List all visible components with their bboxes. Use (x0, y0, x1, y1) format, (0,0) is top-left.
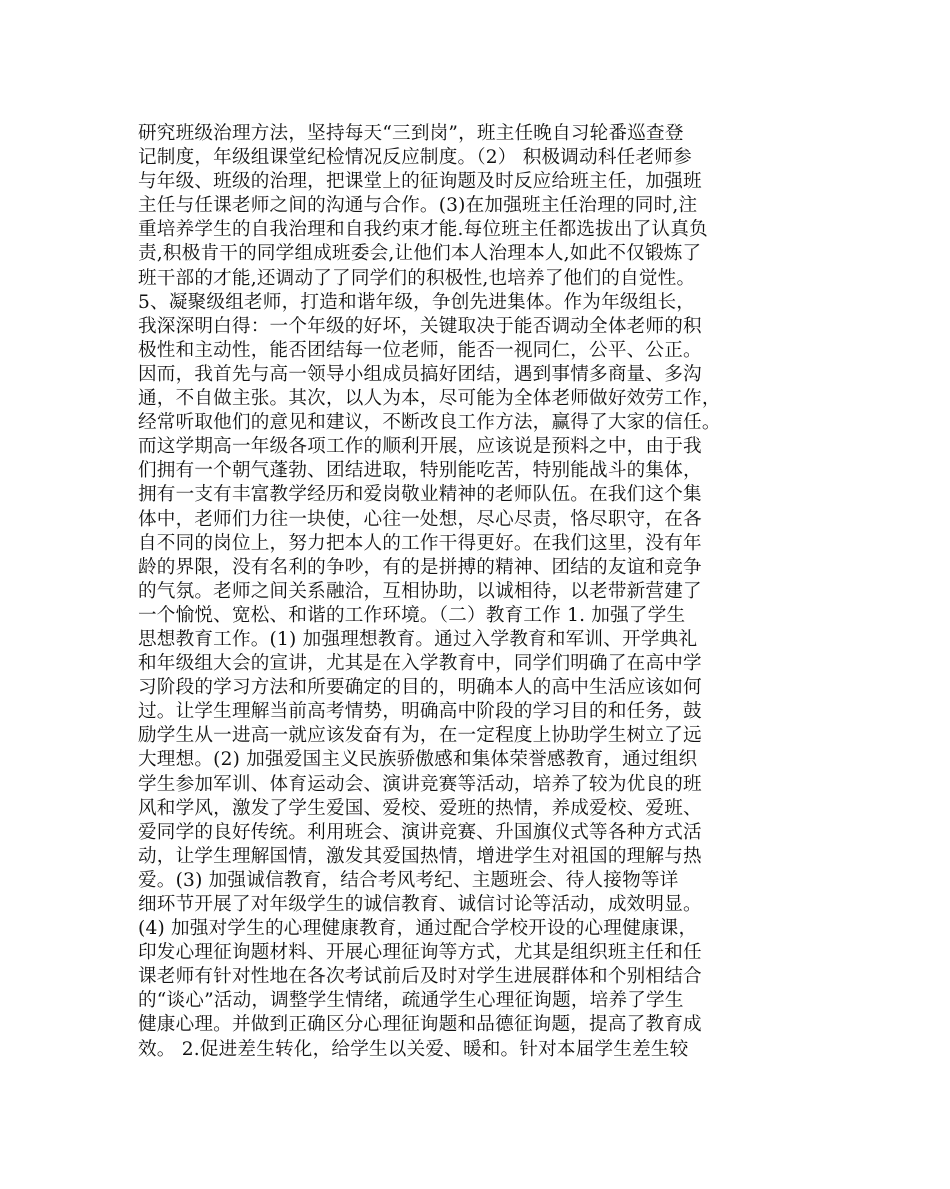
text-line: 励学生从一进高一就应该发奋有为，在一定程度上协助学生树立了远 (138, 725, 702, 747)
text-line: 和年级组大会的宣讲，尤其是在入学教育中，同学们明确了在高中学 (138, 653, 702, 675)
text-line: 的气氛。老师之间关系融洽，互相协助，以诚相待，以老带新营建了 (138, 580, 702, 602)
text-line: 大理想。(2) 加强爱国主义民族骄傲感和集体荣誉感教育，通过组织 (138, 749, 698, 771)
text-line: 体中，老师们力往一块使，心往一处想，尽心尽责，恪尽职守，在各 (138, 508, 702, 530)
text-line: 课老师有针对性地在各次考试前后及时对学生进展群体和个别相结合 (138, 966, 702, 988)
text-line: 因而，我首先与高一领导小组成员搞好团结，遇到事情多商量、多沟 (138, 363, 702, 385)
text-line: (4) 加强对学生的心理健康教育，通过配合学校开设的心理健康课， (138, 918, 698, 940)
text-line: 记制度，年级组课堂纪检情况反应制度。（2） 积极调动科任老师参 (138, 147, 692, 169)
text-line: 经常听取他们的意见和建议，不断改良工作方法，赢得了大家的信任。 (138, 412, 721, 434)
text-line: 们拥有一个朝气蓬勃、团结进取，特别能吃苦，特别能战斗的集体， (138, 460, 702, 482)
text-line: 龄的界限，没有名利的争吵，有的是拼搏的精神、团结的友谊和竞争 (138, 556, 702, 578)
text-line: 爱同学的良好传统。利用班会、演讲竞赛、升国旗仪式等各种方式活 (138, 821, 702, 843)
text-line: 责,积极肯干的同学组成班委会,让他们本人治理本人,如此不仅锻炼了 (138, 243, 702, 265)
text-line: 拥有一支有丰富教学经历和爱岗敬业精神的老师队伍。在我们这个集 (138, 484, 702, 506)
text-line: 的“谈心”活动，调整学生情绪，疏通学生心理征询题，培养了学生 (138, 990, 684, 1012)
text-line: 健康心理。并做到正确区分心理征询题和品德征询题，提高了教育成 (138, 1014, 702, 1036)
text-line: 自不同的岗位上，努力把本人的工作干得更好。在我们这里，没有年 (138, 532, 702, 554)
text-line: 细环节开展了对年级学生的诚信教育、诚信讨论等活动，成效明显。 (138, 894, 702, 915)
text-line: 思想教育工作。(1) 加强理想教育。通过入学教育和军训、开学典礼 (138, 628, 698, 650)
text-line: 我深深明白得：一个年级的好坏，关键取决于能否调动全体老师的积 (138, 315, 702, 337)
text-line: 习阶段的学习方法和所要确定的目的，明确本人的高中生活应该如何 (138, 677, 702, 699)
text-line: 学生参加军训、体育运动会、演讲竞赛等活动，培养了较为优良的班 (138, 773, 702, 795)
body-text (138, 122, 828, 1062)
text-line: 通，不自做主张。其次，以人为本，尽可能为全体老师做好效劳工作， (138, 388, 721, 410)
text-line: 而这学期高一年级各项工作的顺利开展，应该说是预料之中，由于我 (138, 436, 702, 458)
text-line: 效。 2.促进差生转化，给学生以关爱、暖和。针对本届学生差生较 (138, 1038, 689, 1060)
text-line: 极性和主动性，能否团结每一位老师，能否一视同仁，公平、公正。 (138, 339, 702, 361)
text-line: 爱。(3) 加强诚信教育，结合考风考纪、主题班会、待人接物等详 (138, 869, 679, 891)
text-line: 班干部的才能,还调动了了同学们的积极性,也培养了他们的自觉性。 (138, 267, 696, 289)
text-line: 动，让学生理解国情，激发其爱国热情，增进学生对祖国的理解与热 (138, 845, 702, 867)
text-line: 重培养学生的自我治理和自我约束才能.每位班主任都选拔出了认真负 (138, 219, 708, 241)
text-line: 风和学风，激发了学生爱国、爱校、爱班的热情，养成爱校、爱班、 (138, 797, 702, 819)
text-line: 一个愉悦、宽松、和谐的工作环境。（二）教育工作 1. 加强了学生 (138, 604, 686, 626)
text-line: 主任与任课老师之间的沟通与合作。(3)在加强班主任治理的同时,注 (138, 195, 698, 217)
text-line: 印发心理征询题材料、开展心理征询等方式，尤其是组织班主任和任 (138, 942, 702, 964)
text-line: 与年级、班级的治理，把课堂上的征询题及时反应给班主任，加强班 (138, 171, 702, 193)
text-line: 研究班级治理方法，坚持每天“三到岗”，班主任晚自习轮番巡查登 (138, 123, 684, 144)
text-line: 过。让学生理解当前高考情势，明确高中阶段的学习目的和任务，鼓 (138, 701, 702, 723)
text-line: 5、凝聚级组老师，打造和谐年级，争创先进集体。作为年级组长， (138, 291, 696, 313)
